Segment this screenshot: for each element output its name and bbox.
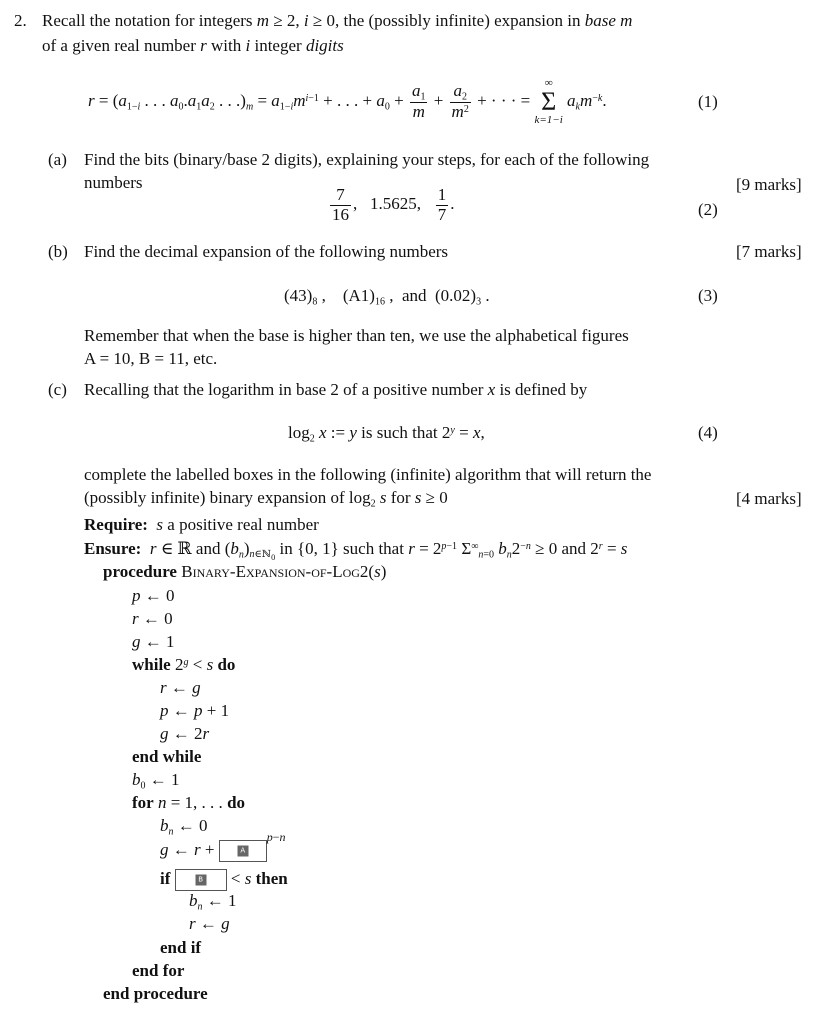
procedure-line: procedure Binary-Expansion-of-Log2(s) — [103, 562, 387, 581]
box-b-tag: B — [195, 875, 206, 886]
part-b-eq-label: (3) — [698, 286, 718, 305]
equation-4: $\log_2 x$ := y is such that $2^y = x$, — [288, 423, 485, 445]
alg-end-if: end if — [160, 938, 202, 957]
answer-box-b[interactable] — [175, 869, 227, 891]
part-b-text: Find the decimal expansion of the following numbers — [84, 242, 449, 261]
part-b-numbers: $(43)_8$ , $(A1)_{16}$ , and $(0.02)_3$ . — [284, 286, 490, 308]
part-b-note-2: A = 10, B = 11, etc. — [84, 349, 218, 368]
alg-if: if B < s then — [160, 869, 288, 891]
alg-p-increment: p ← p + 1 — [160, 701, 230, 720]
equation-1-label: (1) — [698, 92, 718, 111]
alg-r-init: r ← 0 — [132, 609, 173, 628]
alg-b0-init: $b_0$ ← 1 — [132, 770, 180, 792]
part-a-eq-label: (2) — [698, 200, 718, 219]
part-c-label: (c) — [48, 380, 67, 399]
part-b-label: (b) — [48, 242, 68, 261]
alg-g-init: g ← 1 — [132, 632, 175, 651]
alg-p-init: p ← 0 — [132, 586, 175, 605]
intro-line-1: Recall the notation for integers m ≥ 2, i ≥ 0, the (possibly infinite) expansion in base m — [42, 11, 633, 30]
part-c-after-1: complete the labelled boxes in the following (infinite) algorithm that will return the — [84, 465, 652, 484]
alg-end-for: end for — [132, 961, 185, 980]
intro-line-2: of a given real number r with i integer digits — [42, 36, 344, 55]
ensure-line: Ensure: r ∈ ℝ and $(b_n)_{n\in ℕ_0}$ in {0, 1} such that $r = 2^{p-1}$ $\Sigma^\infty_{n=0}$ $b_n2^{-n} \ge 0$ and $2^r = s$ — [84, 539, 628, 563]
problem-number: 2. — [14, 11, 27, 30]
part-c-after-2: (possibly infinite) binary expansion of $\log_2 s$ for s ≥ 0 — [84, 488, 448, 510]
box-a-tag: A — [237, 846, 248, 857]
alg-g-update: g ← r + A $^{p-n}$ — [160, 840, 286, 862]
answer-box-a[interactable] — [219, 840, 267, 862]
alg-end-procedure: end procedure — [103, 984, 208, 1003]
part-c-eq-label: (4) — [698, 423, 718, 442]
part-b-note-1: Remember that when the base is higher than ten, we use the alphabetical figures — [84, 326, 629, 345]
part-a-text-1: Find the bits (binary/base 2 digits), explaining your steps, for each of the following — [84, 150, 650, 169]
alg-while: while $2^g < s$ do — [132, 655, 236, 674]
equation-1: $r = (a_{1-i}$ . . . $a_0.a_1a_2$ . . $.)_m = a_{1-i}m^{i-1}$ + . . . + $a_0$ + $\frac{a_1}{m}$ + $\frac{a_2}{m^2}$ + · · · = ∞ Σ k=1−i $a_km^{-k}$. — [88, 77, 607, 126]
alg-bn-one: $b_n$ ← 1 — [189, 891, 237, 913]
alg-r-assign-g: r ← g — [160, 678, 201, 697]
alg-bn-zero: $b_n$ ← 0 — [160, 816, 208, 838]
number-mid: 1.5625, — [370, 194, 421, 214]
alg-end-while: end while — [132, 747, 202, 766]
part-a-label: (a) — [48, 150, 67, 169]
part-b-marks: [7 marks] — [736, 242, 802, 261]
part-a-marks: [9 marks] — [736, 175, 802, 194]
part-c-marks: [4 marks] — [736, 489, 802, 508]
part-a-numbers: $\frac{7}{16}$ , 1.5625, $\frac{1}{7}$ . — [332, 185, 455, 224]
part-a-text-2: numbers — [84, 173, 143, 192]
alg-r-assign-g-2: r ← g — [189, 914, 230, 933]
require-line: Require: s a positive real number — [84, 515, 319, 534]
alg-g-double: g ← 2r — [160, 724, 210, 743]
alg-for: for n = 1, . . . do — [132, 793, 246, 812]
part-c-text: Recalling that the logarithm in base 2 of a positive number x is defined by — [84, 380, 588, 399]
